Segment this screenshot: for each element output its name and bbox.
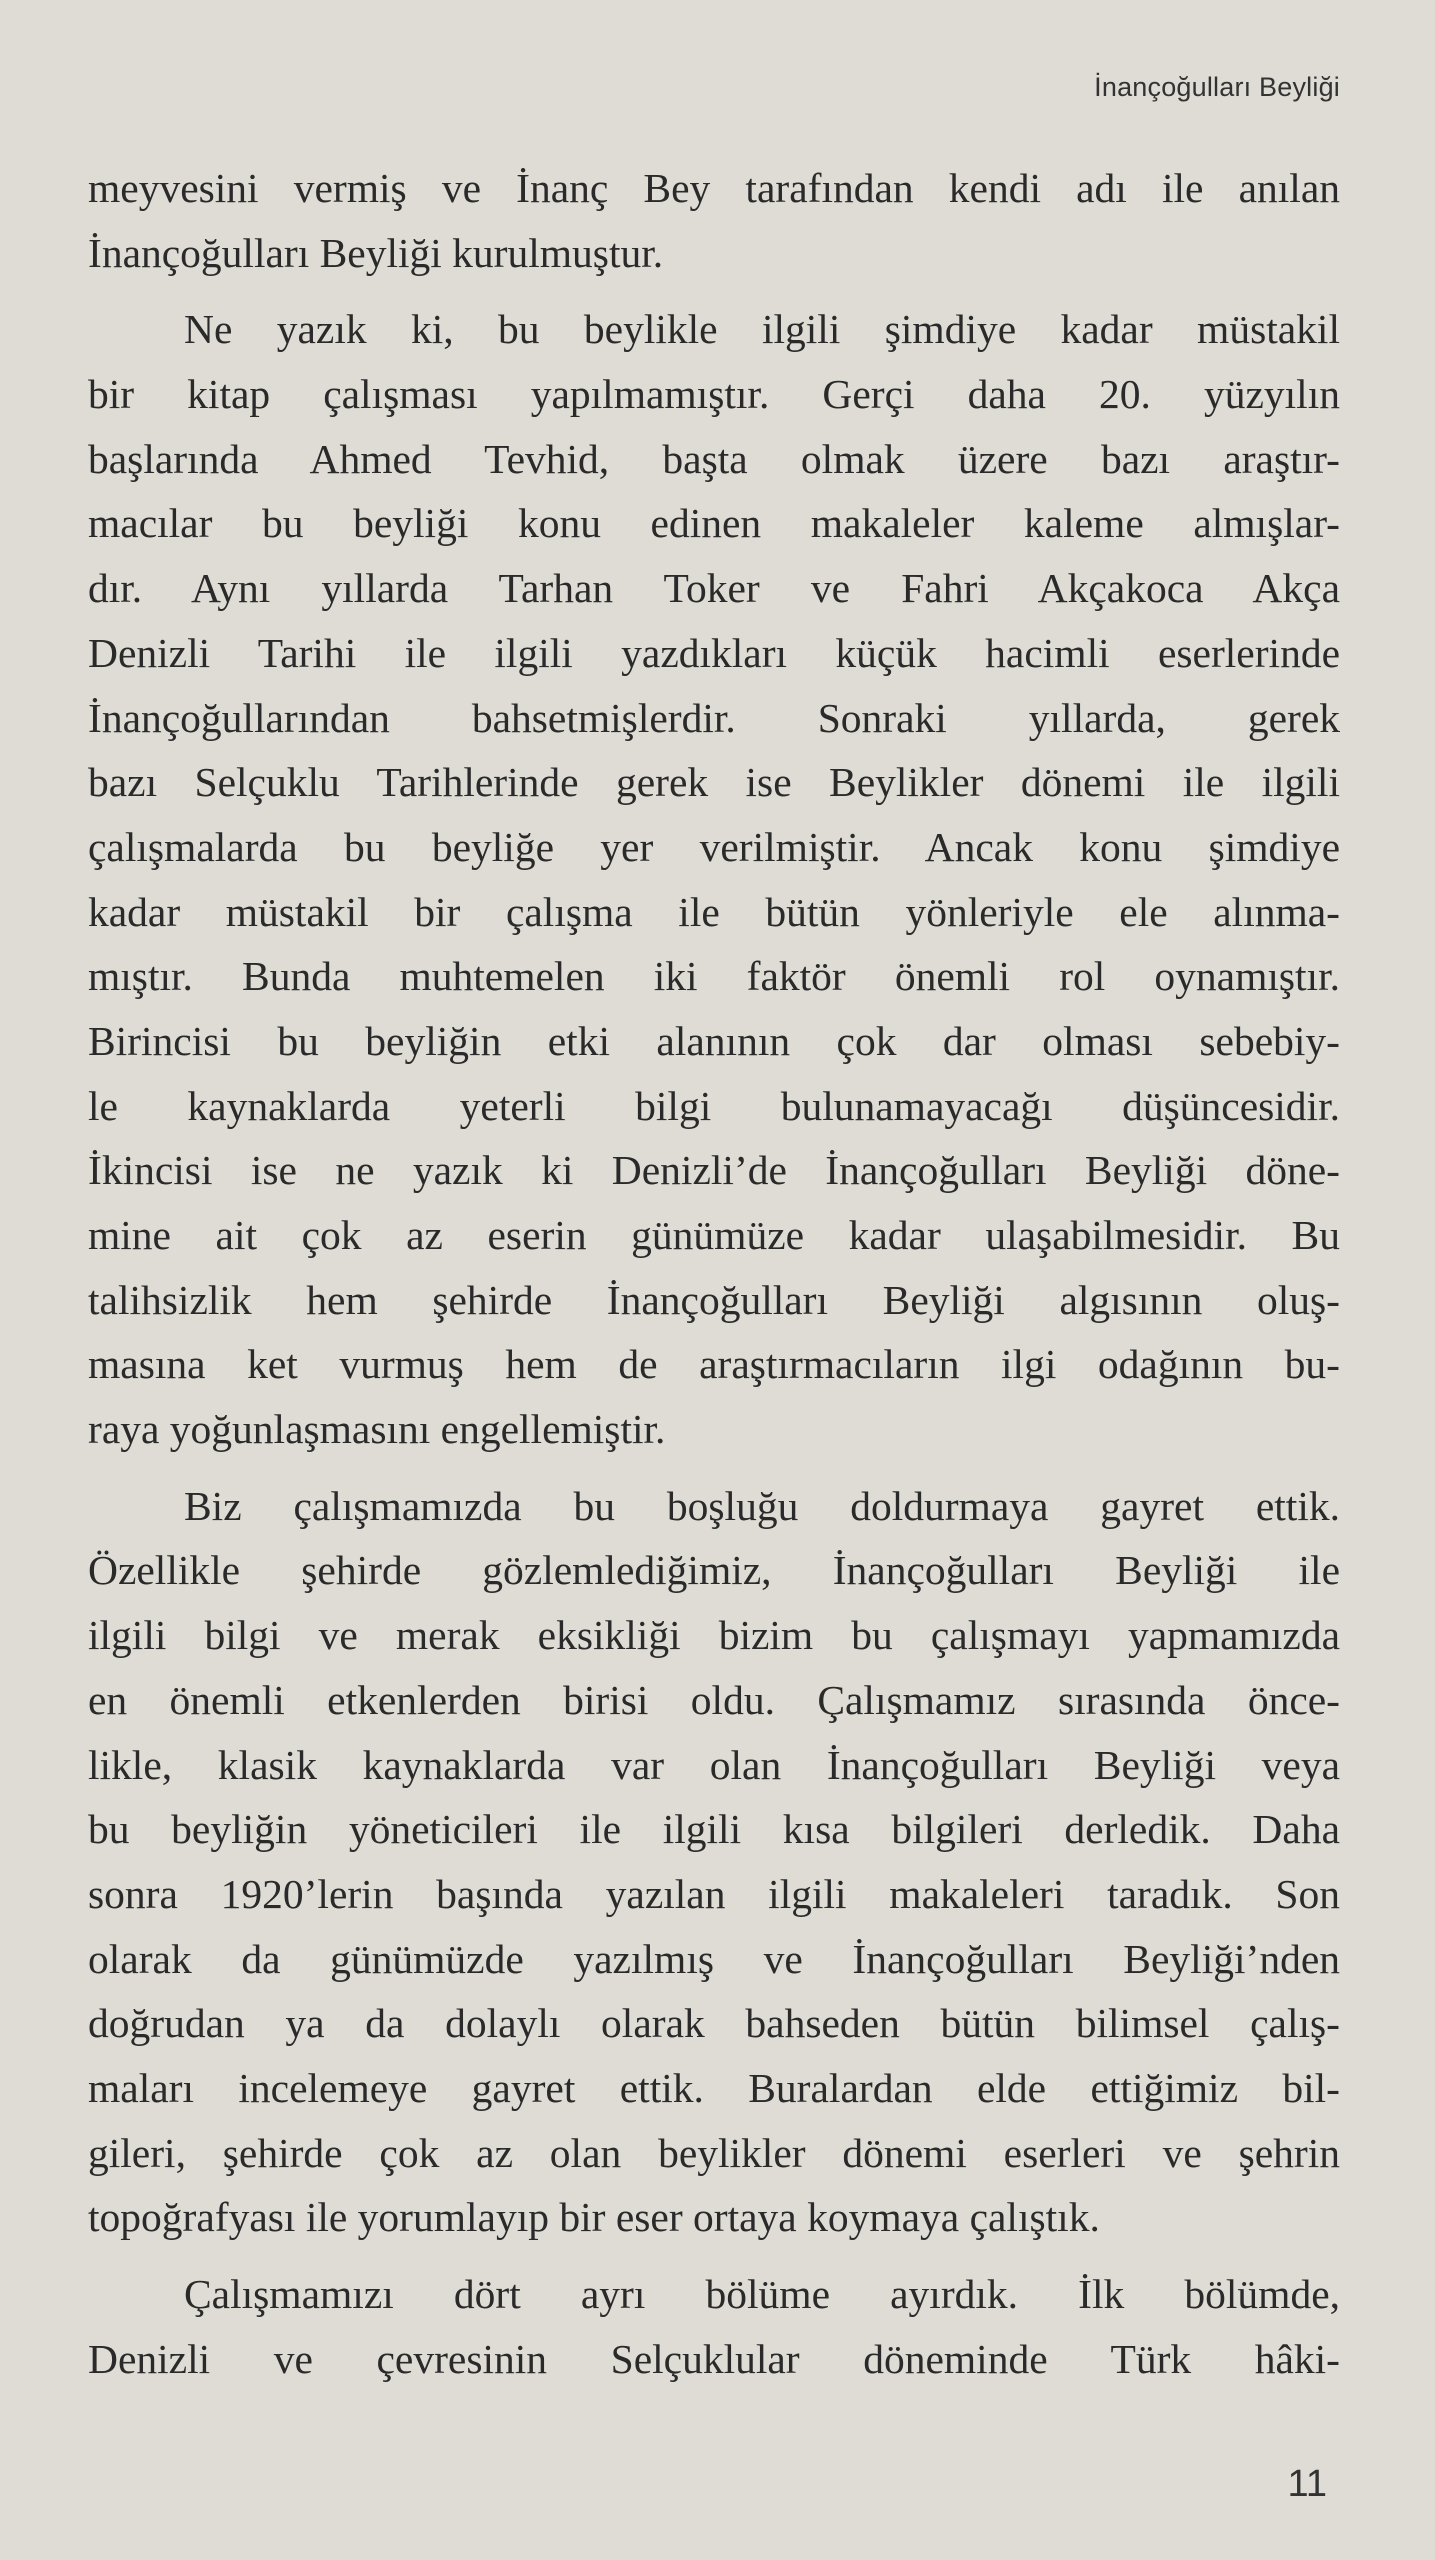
text-line: sonra 1920’lerin başında yazılan ilgili makaleleri taradık. Son: [88, 1870, 1340, 1917]
text-line: çalışmalarda bu beyliğe yer verilmiştir. Ancak konu şimdiye: [88, 823, 1340, 870]
body-text: [88, 156, 1340, 2391]
text-line: olarak da günümüzde yazılmış ve İnançoğulları Beyliği’nden: [88, 1935, 1340, 1982]
text-line: dır. Aynı yıllarda Tarhan Toker ve Fahri Akçakoca Akça: [88, 565, 1340, 612]
text-line: mıştır. Bunda muhtemelen iki faktör önemli rol oynamıştır.: [88, 953, 1340, 1000]
text-line: likle, klasik kaynaklarda var olan İnançoğulları Beyliği veya: [88, 1741, 1340, 1788]
paragraph-2: [88, 297, 1340, 1461]
text-line: Ne yazık ki, bu beylikle ilgili şimdiye kadar müstakil: [184, 306, 1340, 353]
paragraph-1: [88, 156, 1340, 285]
text-line: topoğrafyası ile yorumlayıp bir eser ortaya koymaya çalıştık.: [88, 2194, 1100, 2241]
text-line: bu beyliğin yöneticileri ile ilgili kısa bilgileri derledik. Daha: [88, 1806, 1340, 1853]
text-line: le kaynaklarda yeterli bilgi bulunamayacağı düşüncesidir.: [88, 1082, 1340, 1129]
text-line: başlarında Ahmed Tevhid, başta olmak üzere bazı araştır-: [88, 435, 1340, 482]
text-line: macılar bu beyliği konu edinen makaleler kaleme almışlar-: [88, 500, 1340, 547]
text-line: meyvesini vermiş ve İnanç Bey tarafından kendi adı ile anılan: [88, 165, 1340, 211]
text-line: Denizli ve çevresinin Selçuklular döneminde Türk hâki-: [88, 2335, 1340, 2382]
text-line: İnançoğullarından bahsetmişlerdir. Sonraki yıllarda, gerek: [88, 694, 1340, 741]
text-line: masına ket vurmuş hem de araştırmacıların ilgi odağının bu-: [88, 1341, 1340, 1388]
text-line: en önemli etkenlerden birisi oldu. Çalışmamız sırasında önce-: [88, 1676, 1340, 1723]
text-line: raya yoğunlaşmasını engellemiştir.: [88, 1406, 666, 1453]
text-line: Çalışmamızı dört ayrı bölüme ayırdık. İlk bölümde,: [184, 2271, 1340, 2317]
text-line: talihsizlik hem şehirde İnançoğulları Beyliği algısının oluş-: [88, 1276, 1340, 1323]
paragraph-4: [88, 2262, 1340, 2391]
page-number: 11: [1287, 2463, 1327, 2505]
text-line: İnançoğulları Beyliği kurulmuştur.: [88, 229, 664, 276]
text-line: Denizli Tarihi ile ilgili yazdıkları küçük hacimli eserlerinde: [88, 629, 1340, 676]
text-line: Birincisi bu beyliğin etki alanının çok dar olması sebebiy-: [88, 1017, 1340, 1064]
text-line: maları incelemeye gayret ettik. Buralardan elde ettiğimiz bil-: [88, 2064, 1340, 2111]
text-line: bazı Selçuklu Tarihlerinde gerek ise Beylikler dönemi ile ilgili: [88, 759, 1340, 806]
paragraph-3: [88, 1474, 1340, 2250]
text-line: gileri, şehirde çok az olan beylikler dönemi eserleri ve şehrin: [88, 2129, 1340, 2176]
text-line: Biz çalışmamızda bu boşluğu doldurmaya gayret ettik.: [184, 1482, 1340, 1529]
text-line: doğrudan ya da dolaylı olarak bahseden bütün bilimsel çalış-: [88, 2000, 1340, 2047]
text-line: ilgili bilgi ve merak eksikliği bizim bu çalışmayı yapmamızda: [88, 1612, 1340, 1659]
text-line: bir kitap çalışması yapılmamıştır. Gerçi daha 20. yüzyılın: [88, 371, 1340, 418]
text-line: mine ait çok az eserin günümüze kadar ulaşabilmesidir. Bu: [88, 1212, 1340, 1258]
running-header: İnançoğulları Beyliği: [1094, 72, 1340, 102]
text-line: kadar müstakil bir çalışma ile bütün yönleriyle ele alınma-: [88, 888, 1340, 935]
text-line: Özellikle şehirde gözlemlediğimiz, İnançoğulları Beyliği ile: [88, 1547, 1340, 1594]
text-line: İkincisi ise ne yazık ki Denizli’de İnançoğulları Beyliği döne-: [88, 1147, 1340, 1194]
